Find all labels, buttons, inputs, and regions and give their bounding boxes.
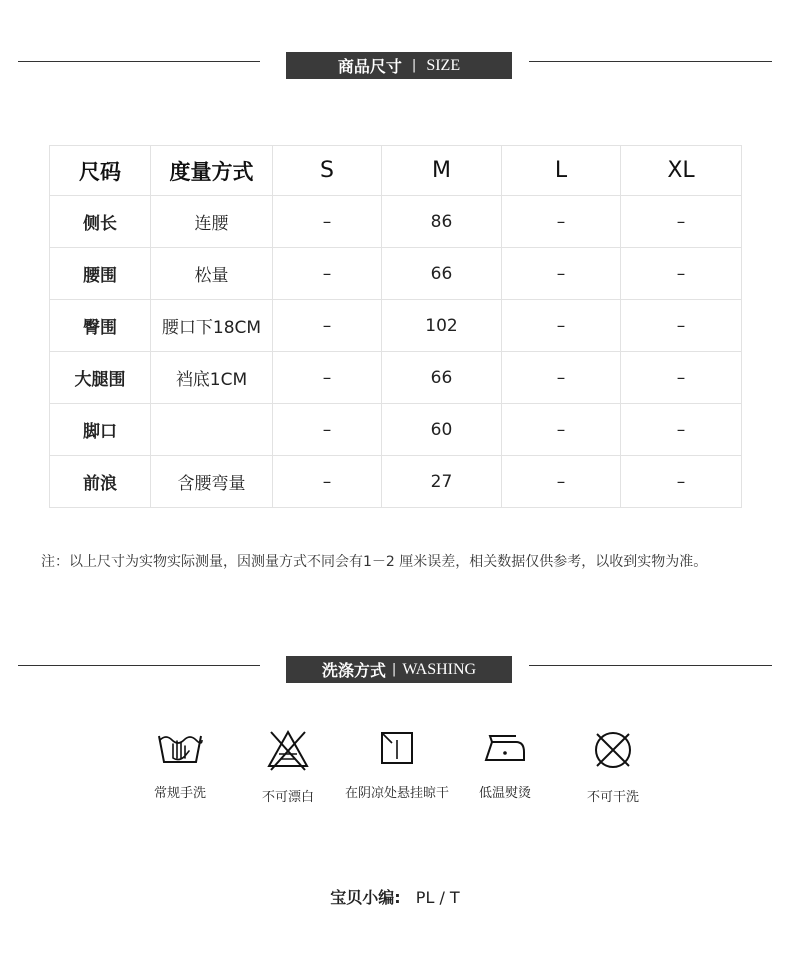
wash-label: 低温熨烫 xyxy=(478,786,531,801)
header-size-code: 尺码 xyxy=(50,146,151,196)
washing-title-separator: | xyxy=(391,662,397,677)
cell-xl: – xyxy=(621,196,742,248)
low-iron-icon xyxy=(480,728,530,768)
cell-m: 27 xyxy=(382,456,502,508)
washing-left-rule xyxy=(18,665,260,666)
footer-label: 宝贝小编: xyxy=(330,888,401,907)
cell-l: – xyxy=(502,404,621,456)
cell-xl: – xyxy=(621,248,742,300)
wash-label: 不可漂白 xyxy=(261,790,314,805)
cell-m: 66 xyxy=(382,352,502,404)
row-label: 脚口 xyxy=(50,404,151,456)
cell-method: 腰口下18CM xyxy=(151,300,273,352)
washing-right-rule xyxy=(529,665,772,666)
wash-item-low-iron xyxy=(445,728,565,801)
cell-method: 连腰 xyxy=(151,196,273,248)
cell-method: 裆底1CM xyxy=(151,352,273,404)
wash-label: 不可干洗 xyxy=(586,790,639,805)
cell-l: – xyxy=(502,456,621,508)
size-table xyxy=(49,145,742,508)
size-table-header-row xyxy=(50,146,742,196)
cell-m: 86 xyxy=(382,196,502,248)
washing-banner xyxy=(286,656,512,683)
wash-item-hand-wash xyxy=(120,728,240,801)
cell-s: – xyxy=(273,300,382,352)
measurement-note: 注：以上尺寸为实物实际测量，因测量方式不同会有1－2 厘米误差，相关数据仅供参考，以收到实物为准。 xyxy=(41,554,708,570)
size-title-en: SIZE xyxy=(426,56,461,74)
table-row xyxy=(50,456,742,508)
cell-s: – xyxy=(273,404,382,456)
cell-l: – xyxy=(502,196,621,248)
cell-xl: – xyxy=(621,300,742,352)
header-l: L xyxy=(502,146,621,196)
wash-item-no-dry-clean xyxy=(553,728,673,805)
cell-method xyxy=(151,404,273,456)
wash-item-line-dry xyxy=(337,728,457,801)
no-bleach-icon xyxy=(265,728,311,772)
washing-title-zh: 洗涤方式 xyxy=(321,661,386,680)
table-row xyxy=(50,196,742,248)
cell-l: – xyxy=(502,300,621,352)
row-label: 臀围 xyxy=(50,300,151,352)
wash-label: 常规手洗 xyxy=(153,786,206,801)
cell-method: 松量 xyxy=(151,248,273,300)
row-label: 侧长 xyxy=(50,196,151,248)
cell-s: – xyxy=(273,248,382,300)
wash-label: 在阴凉处悬挂晾干 xyxy=(344,786,449,801)
cell-l: – xyxy=(502,248,621,300)
row-label: 腰围 xyxy=(50,248,151,300)
footer-material xyxy=(0,885,790,908)
hand-wash-icon xyxy=(156,728,204,768)
cell-xl: – xyxy=(621,352,742,404)
header-m: M xyxy=(382,146,502,196)
table-row xyxy=(50,300,742,352)
size-title-separator: | xyxy=(411,58,417,73)
header-measure-method: 度量方式 xyxy=(151,146,273,196)
cell-l: – xyxy=(502,352,621,404)
no-dry-clean-icon xyxy=(591,728,635,772)
cell-m: 60 xyxy=(382,404,502,456)
washing-title-en: WASHING xyxy=(402,660,477,678)
table-row xyxy=(50,248,742,300)
size-title-zh: 商品尺寸 xyxy=(337,57,402,76)
size-left-rule xyxy=(18,61,260,62)
size-banner xyxy=(286,52,512,79)
row-label: 前浪 xyxy=(50,456,151,508)
footer-value: PL / T xyxy=(415,888,460,907)
row-label: 大腿围 xyxy=(50,352,151,404)
cell-xl: – xyxy=(621,456,742,508)
header-s: S xyxy=(273,146,382,196)
cell-s: – xyxy=(273,456,382,508)
cell-m: 102 xyxy=(382,300,502,352)
table-row xyxy=(50,404,742,456)
cell-s: – xyxy=(273,196,382,248)
cell-m: 66 xyxy=(382,248,502,300)
table-row xyxy=(50,352,742,404)
line-dry-shade-icon xyxy=(377,728,417,768)
cell-xl: – xyxy=(621,404,742,456)
wash-item-no-bleach xyxy=(228,728,348,805)
cell-s: – xyxy=(273,352,382,404)
cell-method: 含腰弯量 xyxy=(151,456,273,508)
size-right-rule xyxy=(529,61,772,62)
header-xl: XL xyxy=(621,146,742,196)
